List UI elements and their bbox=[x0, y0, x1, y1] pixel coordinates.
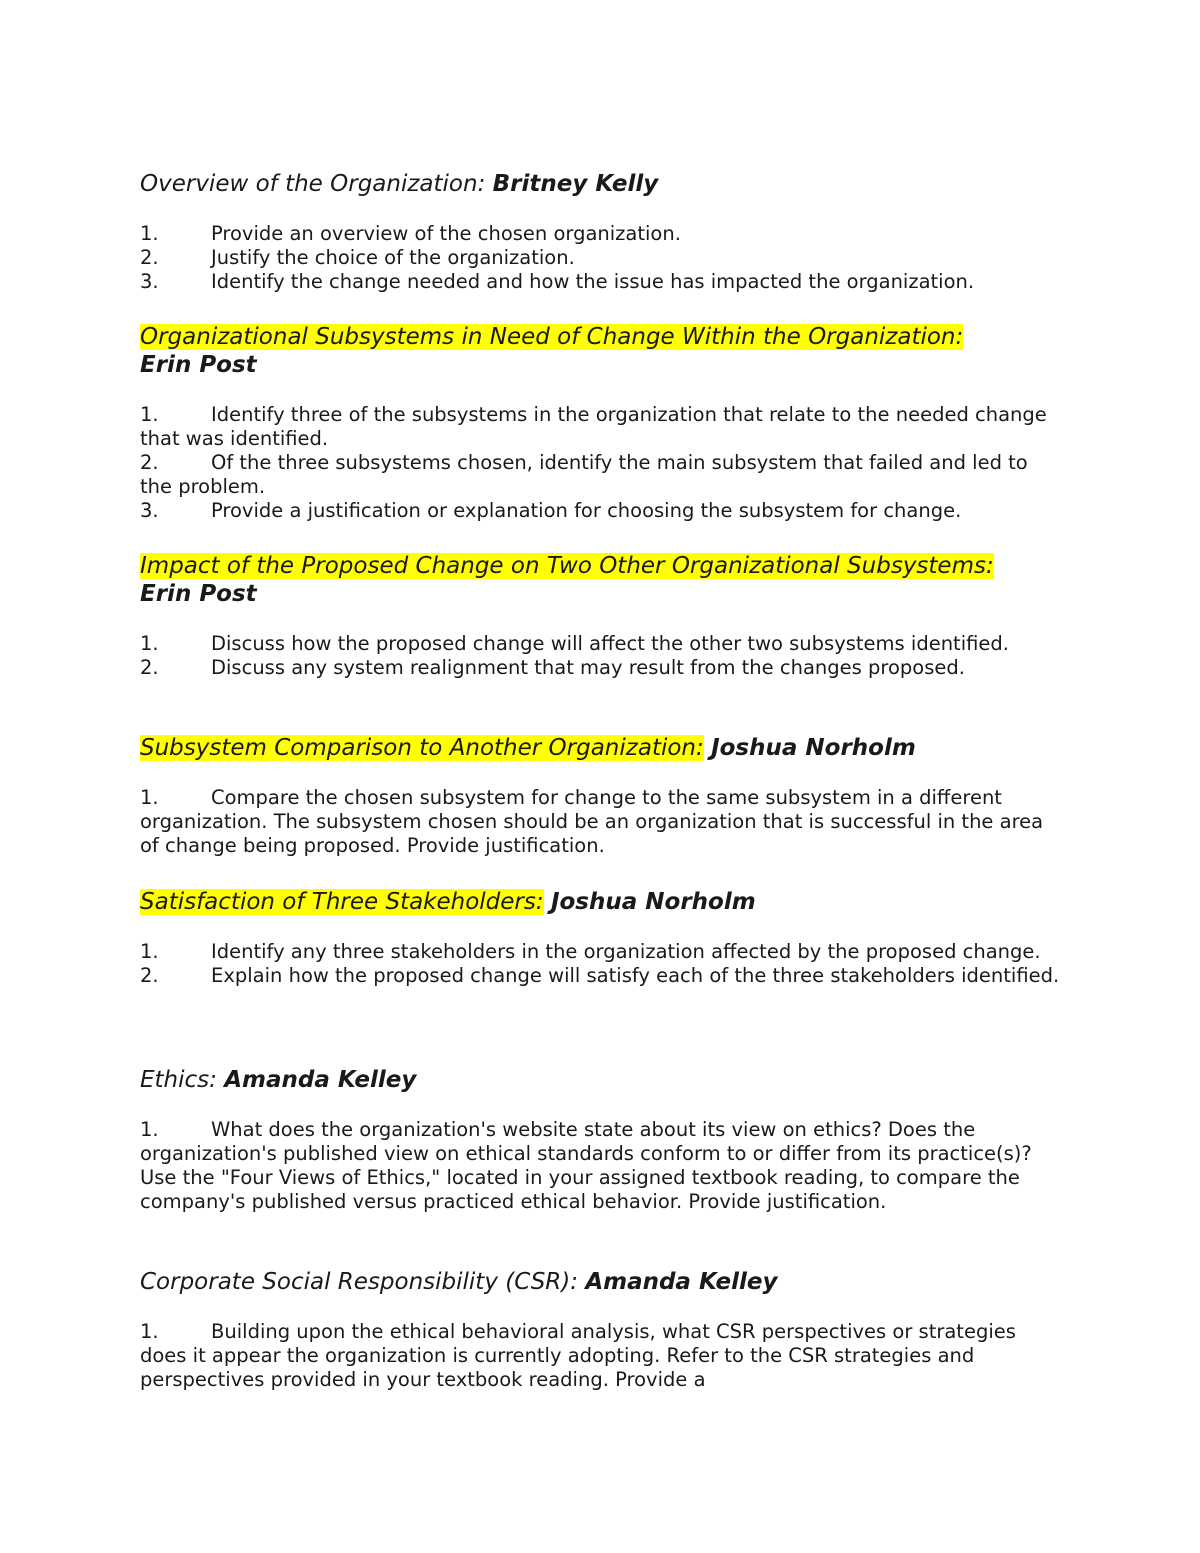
item-text: Of the three subsystems chosen, identify the main subsystem that failed and led to the problem. bbox=[140, 451, 1028, 498]
item-text: Identify any three stakeholders in the organization affected by the proposed change. bbox=[211, 940, 1041, 963]
item-number: 2. bbox=[140, 246, 159, 269]
item-number: 1. bbox=[140, 632, 159, 655]
section-overview bbox=[140, 170, 1060, 294]
item-list bbox=[140, 1320, 1060, 1392]
section-title: Subsystem Comparison to Another Organization: bbox=[140, 735, 704, 761]
item-text: Justify the choice of the organization. bbox=[211, 246, 575, 269]
section-owner: Britney Kelly bbox=[492, 171, 659, 197]
list-item bbox=[140, 246, 1060, 270]
section-csr bbox=[140, 1268, 1060, 1392]
list-item bbox=[140, 940, 1060, 964]
item-list bbox=[140, 940, 1060, 988]
item-text: What does the organization's website state about its view on ethics? Does the organization's published view on ethical standards conform to or differ from its practice(s)? Use the "Four Views of Ethics," located in your assigned textbook reading, to compare the company's published versus practiced ethical behavior. Provide justification. bbox=[140, 1118, 1032, 1213]
section-owner: Amanda Kelley bbox=[224, 1067, 417, 1093]
section-owner: Erin Post bbox=[140, 352, 257, 378]
list-item bbox=[140, 270, 1060, 294]
item-text: Identify the change needed and how the issue has impacted the organization. bbox=[211, 270, 975, 293]
section-title: Corporate Social Responsibility (CSR): bbox=[140, 1269, 578, 1295]
section-title: Ethics: bbox=[140, 1067, 217, 1093]
section-owner: Joshua Norholm bbox=[550, 889, 756, 915]
section-title: Organizational Subsystems in Need of Change Within the Organization: bbox=[140, 324, 964, 350]
item-list bbox=[140, 222, 1060, 294]
item-number: 1. bbox=[140, 222, 159, 245]
list-item bbox=[140, 451, 1060, 499]
section-heading bbox=[140, 1066, 1060, 1094]
item-text: Building upon the ethical behavioral analysis, what CSR perspectives or strategies does it appear the organization is currently adopting. Refer to the CSR strategies and perspectives provided in your textbook reading. Provide a bbox=[140, 1320, 1016, 1391]
item-text: Discuss how the proposed change will affect the other two subsystems identified. bbox=[211, 632, 1009, 655]
section-heading bbox=[140, 1268, 1060, 1296]
item-list bbox=[140, 632, 1060, 680]
section-title: Satisfaction of Three Stakeholders: bbox=[140, 889, 544, 915]
section-heading bbox=[140, 888, 1060, 916]
item-number: 2. bbox=[140, 964, 159, 987]
section-heading bbox=[140, 170, 1060, 198]
list-item bbox=[140, 499, 1060, 523]
section-subsystem-comparison bbox=[140, 734, 1060, 858]
item-text: Provide a justification or explanation for choosing the subsystem for change. bbox=[211, 499, 962, 522]
item-number: 1. bbox=[140, 403, 159, 426]
section-heading bbox=[140, 323, 1060, 379]
list-item bbox=[140, 222, 1060, 246]
item-text: Explain how the proposed change will satisfy each of the three stakeholders identified. bbox=[211, 964, 1060, 987]
item-text: Provide an overview of the chosen organization. bbox=[211, 222, 681, 245]
item-number: 1. bbox=[140, 1118, 159, 1141]
section-owner: Erin Post bbox=[140, 581, 257, 607]
section-ethics bbox=[140, 1066, 1060, 1214]
list-item bbox=[140, 656, 1060, 680]
list-item bbox=[140, 1118, 1060, 1214]
section-owner: Amanda Kelley bbox=[585, 1269, 778, 1295]
section-title: Overview of the Organization: bbox=[140, 171, 486, 197]
item-list bbox=[140, 786, 1060, 858]
item-number: 3. bbox=[140, 499, 159, 522]
item-number: 2. bbox=[140, 656, 159, 679]
section-title: Impact of the Proposed Change on Two Other Organizational Subsystems: bbox=[140, 553, 994, 579]
list-item bbox=[140, 964, 1060, 988]
item-text: Discuss any system realignment that may result from the changes proposed. bbox=[211, 656, 965, 679]
list-item bbox=[140, 403, 1060, 451]
item-text: Identify three of the subsystems in the organization that relate to the needed change that was identified. bbox=[140, 403, 1047, 450]
section-stakeholders bbox=[140, 888, 1060, 988]
list-item bbox=[140, 786, 1060, 858]
item-number: 3. bbox=[140, 270, 159, 293]
section-impact-of-change bbox=[140, 552, 1060, 680]
section-heading bbox=[140, 552, 1060, 608]
section-heading bbox=[140, 734, 1060, 762]
item-number: 1. bbox=[140, 1320, 159, 1343]
section-subsystems-in-need bbox=[140, 323, 1060, 523]
item-text: Compare the chosen subsystem for change to the same subsystem in a different organization. The subsystem chosen should be an organization that is successful in the area of change being proposed. Provide justification. bbox=[140, 786, 1044, 857]
list-item bbox=[140, 1320, 1060, 1392]
item-number: 1. bbox=[140, 940, 159, 963]
section-owner: Joshua Norholm bbox=[711, 735, 916, 761]
list-item bbox=[140, 632, 1060, 656]
item-number: 2. bbox=[140, 451, 159, 474]
item-list bbox=[140, 1118, 1060, 1214]
item-number: 1. bbox=[140, 786, 159, 809]
item-list bbox=[140, 403, 1060, 523]
